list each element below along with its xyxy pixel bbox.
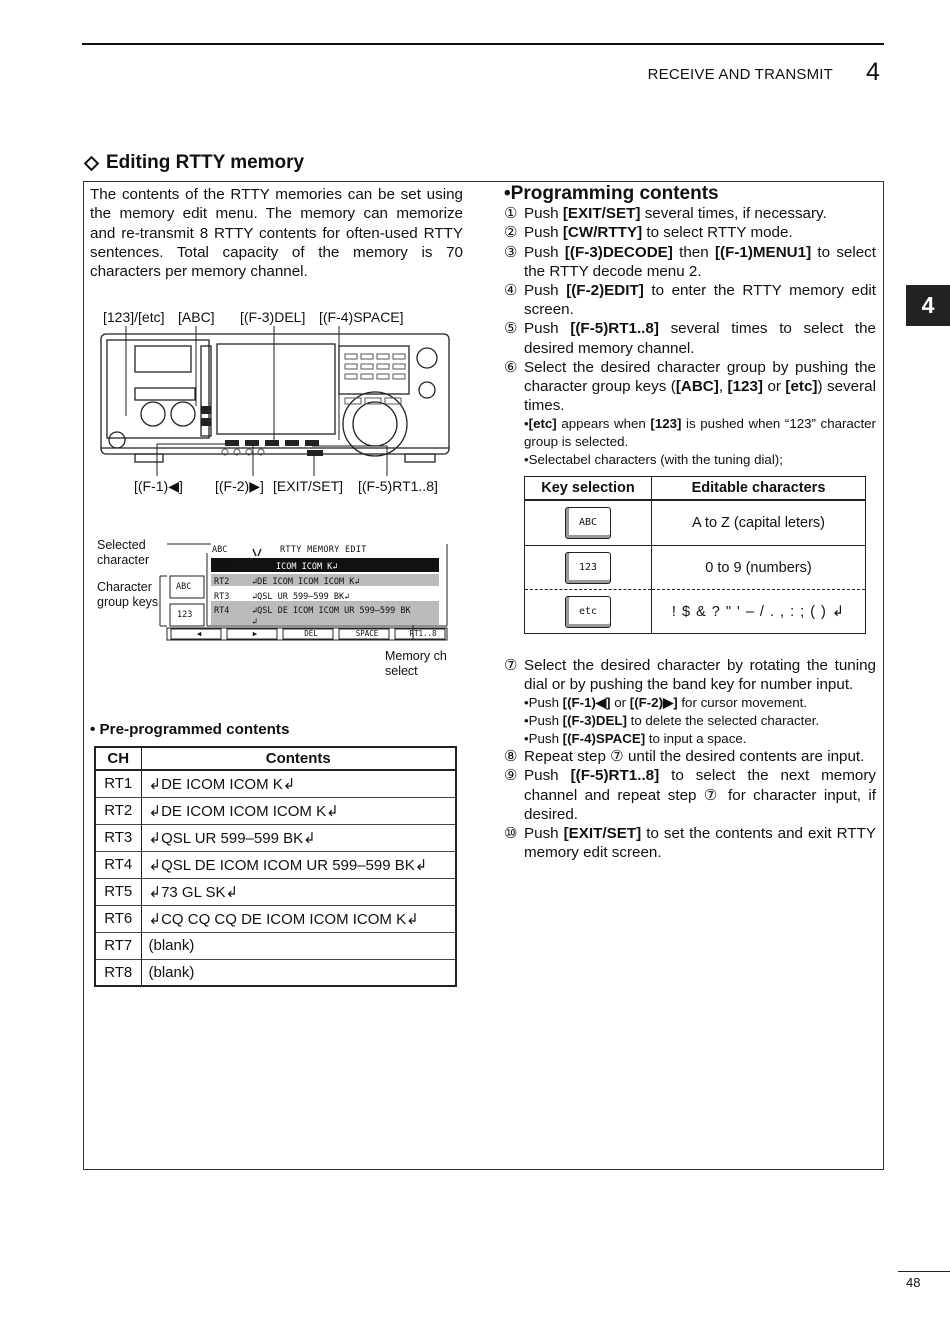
note-delete: •Push [(F-3)DEL] to delete the selected character. [524,713,820,728]
table-row: etc ! $ & ? " ' – / . , : ; ( ) ↲ [525,590,866,634]
programming-steps-continued [504,656,876,862]
preprogrammed-table [94,746,457,987]
preprogrammed-title: • Pre-programmed contents [90,721,290,738]
table-row: RT3 ↲QSL UR 599–599 BK↲ [95,824,456,851]
note-selectable: •Selectabel characters (with the tuning dial); [524,451,783,467]
lcd-key-abc: ABC [176,582,192,592]
label-f4-space: [(F-4)SPACE] [319,309,404,325]
header-ch: CH [95,747,141,770]
section-title [82,152,304,174]
chapter-number: 4 [866,58,880,86]
table-row: ABC A to Z (capital leters) [525,500,866,546]
callout-memory-ch: Memory ch select [385,649,447,678]
lcd-mode: ABC [212,545,228,555]
table-row: RT6 ↲CQ CQ CQ DE ICOM ICOM ICOM K↲ [95,905,456,932]
label-exit-set: [EXIT/SET] [273,478,344,494]
step-10: ⑩ Push [EXIT/SET] to set the contents and exit RTTY memory edit screen. [504,825,876,862]
label-f3-del: [(F-3)DEL] [240,309,306,325]
section-title-text: Editing RTTY memory [106,152,305,173]
lcd-title: RTTY MEMORY EDIT [280,545,367,555]
softkey-left: ◀ [196,629,202,638]
step-2: ② Push [CW/RTTY] to select RTTY mode. [504,224,793,242]
header-contents: Contents [141,747,456,770]
programming-section [504,184,876,468]
page-number: 48 [906,1275,921,1290]
chapter-tab: 4 [906,285,950,326]
step-4: ④ Push [(F-2)EDIT] to enter the RTTY memory edit screen. [504,282,876,319]
callout-character-group: Character group keys [97,580,159,609]
step-5: ⑤ Push [(F-5)RT1..8] several times to select the desired memory channel. [504,320,877,357]
label-f5-rt: [(F-5)RT1..8] [358,478,438,494]
step-8: ⑧ Repeat step ⑦ until the desired contents are input. [504,748,865,766]
lcd-rows [214,560,411,627]
step-7: ⑦ Select the desired character by rotating the tuning dial or by pushing the band key for number input. [504,657,876,694]
note-etc: •[etc] appears when [123] is pushed when “123” character group is selected. [524,416,876,450]
table-header-row [95,747,456,770]
key-selection-table [524,476,866,634]
radio-illustration [95,326,455,476]
softkey-rt: RT1..8 [409,629,437,638]
header-editable-characters: Editable characters [652,477,866,500]
label-123-etc: [123]/[etc] [103,309,165,325]
table-row: RT4 ↲QSL DE ICOM ICOM UR 599–599 BK↲ [95,851,456,878]
123-key-icon: 123 [565,552,611,584]
table-row: RT1 ↲DE ICOM ICOM K↲ [95,770,456,797]
label-f2-right: [(F-2)▶] [215,478,264,494]
lcd-row: RT4 ↲QSL DE ICOM ICOM UR 599–599 BK [214,606,411,616]
lcd-row: ↲ [252,617,258,627]
table-row: RT7 (blank) [95,932,456,959]
step-9: ⑨ Push [(F-5)RT1..8] to select the next memory channel and repeat step ⑦ for character input, if desired. [504,767,877,823]
table-row: RT5 ↲73 GL SK↲ [95,878,456,905]
softkey-right: ▶ [252,629,258,638]
table-header-row [525,477,866,500]
diamond-icon [84,155,100,171]
step-3: ③ Push [(F-3)DECODE] then [(F-1)MENU1] to select the RTTY decode menu 2. [504,243,876,280]
softkey-space: SPACE [355,629,379,638]
header-rule [82,43,884,45]
note-cursor: •Push [(F-1)◀] or [(F-2)▶] for cursor movement. [524,695,807,711]
programming-title: •Programming contents [504,183,719,204]
etc-key-icon: etc [565,596,611,628]
lcd-key-123: 123 [177,610,193,620]
lcd-row: RT1 ICOM ICOM K↲ [214,562,338,572]
step-6: ⑥ Select the desired character group by pushing the character group keys ([ABC], [123] or [etc]) several times. [504,358,876,415]
intro-paragraph: The contents of the RTTY memories can be set using the memory edit menu. The memory can memorize and re-transmit 8 RTTY contents for often-used RTTY sentences. Total capacity of the memory is 70 characters per memory channel. [90,186,463,281]
lcd-softkeys [171,629,451,638]
abc-key-icon: ABC [565,507,611,539]
header-key-selection: Key selection [525,477,652,500]
running-header: RECEIVE AND TRANSMIT [647,66,833,83]
table-row: 123 0 to 9 (numbers) [525,546,866,590]
table-row: RT8 (blank) [95,959,456,986]
label-f1-left: [(F-1)◀] [134,478,183,494]
label-abc: [ABC] [178,309,215,325]
step-1: ① Push [EXIT/SET] several times, if necessary. [504,205,827,223]
softkey-del: DEL [304,629,318,638]
page-number-rule [898,1271,950,1272]
lcd-row: RT3 ↲QSL UR 599–599 BK↲ [214,592,350,602]
note-space: •Push [(F-4)SPACE] to input a space. [524,730,747,746]
callout-selected-character: Selected character [97,538,150,567]
lcd-row: RT2 ↲DE ICOM ICOM ICOM K↲ [214,577,360,587]
table-row: RT2 ↲DE ICOM ICOM ICOM K↲ [95,797,456,824]
